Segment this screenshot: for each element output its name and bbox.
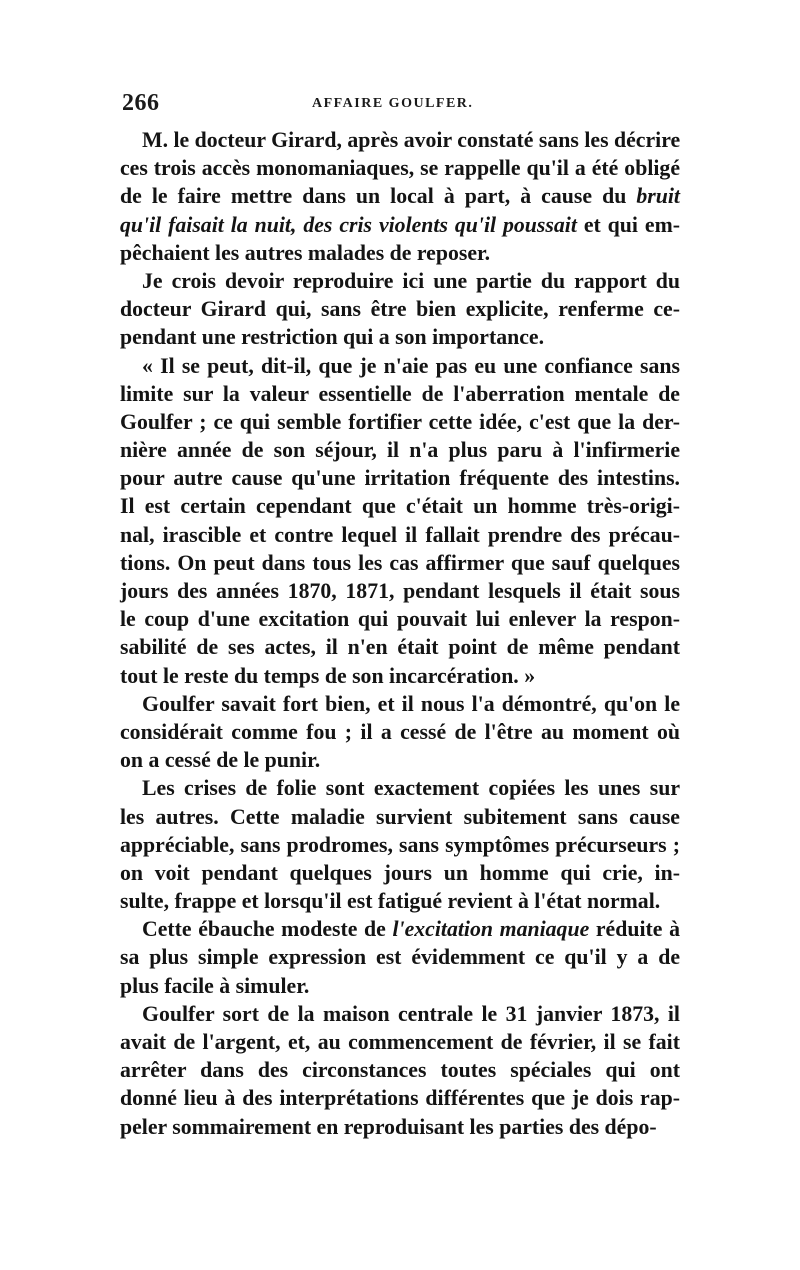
text-line xyxy=(120,577,680,605)
text-segment: « Il se peut, dit-il, que je n'aie pas eu une confiance sans xyxy=(142,353,680,378)
text-segment: considérait comme fou ; il a cessé de l'être au moment où xyxy=(120,719,680,744)
paragraph xyxy=(120,774,680,915)
text-segment: et qui em- xyxy=(576,212,681,237)
text-line xyxy=(120,154,680,182)
text-line xyxy=(120,972,680,1000)
text-segment: sa plus simple expression est évidemment ce qu'il y a de xyxy=(120,945,680,970)
text-line xyxy=(120,182,680,210)
text-segment: on a cessé de le punir. xyxy=(120,748,321,773)
text-segment: limite sur la valeur essentielle de l'aberration mentale de xyxy=(120,381,680,406)
text-segment: sabilité de ses actes, il n'en était point de même pendant xyxy=(120,635,680,660)
text-segment: Je crois devoir reproduire ici une partie du rapport du xyxy=(142,268,680,293)
text-segment: avait de l'argent, et, au commencement de février, il se fait xyxy=(120,1030,680,1054)
text-segment: arrêter dans des circonstances toutes spéciales qui ont xyxy=(120,1058,680,1083)
italic-text: qu'il faisait la nuit, des cris violents qu'il poussait xyxy=(120,212,577,237)
text-line xyxy=(120,831,680,859)
text-line xyxy=(120,605,680,633)
text-segment: réduite à xyxy=(589,917,680,942)
text-segment: le coup d'une excitation qui pouvait lui enlever la respon- xyxy=(120,607,680,632)
body-text xyxy=(120,126,680,1141)
text-line xyxy=(120,464,680,492)
text-line xyxy=(120,1113,680,1141)
text-line xyxy=(120,690,680,718)
italic-text: bruit xyxy=(636,184,680,209)
text-segment: pêchaient les autres malades de reposer. xyxy=(120,240,491,265)
text-line xyxy=(120,774,680,802)
text-line xyxy=(120,1084,680,1112)
text-segment: Cette ébauche modeste de xyxy=(142,917,393,942)
paragraph xyxy=(120,352,680,690)
text-line xyxy=(120,408,680,436)
text-line xyxy=(120,859,680,887)
text-line xyxy=(120,549,680,577)
text-segment: les autres. Cette maladie survient subitement sans cause xyxy=(120,804,680,829)
text-line xyxy=(120,718,680,746)
text-segment: ces trois accès monomaniaques, se rappelle qu'il a été obligé xyxy=(120,156,680,181)
text-segment: de le faire mettre dans un local à part, à cause du xyxy=(120,184,637,209)
text-line xyxy=(120,436,680,464)
text-segment: plus facile à simuler. xyxy=(120,973,310,998)
text-segment: pour autre cause qu'une irritation fréquente des intestins. xyxy=(120,466,680,491)
text-line xyxy=(120,633,680,661)
text-segment: Goulfer sort de la maison centrale le 31 janvier 1873, il xyxy=(142,1001,680,1026)
text-segment: appréciable, sans prodromes, sans symptômes précurseurs ; xyxy=(120,832,680,857)
text-segment: Il est certain cependant que c'était un homme très-origi- xyxy=(120,494,680,519)
text-segment: M. le docteur Girard, après avoir constaté sans les décrire xyxy=(142,128,681,152)
text-segment: tout le reste du temps de son incarcération. » xyxy=(120,663,536,688)
text-segment: jours des années 1870, 1871, pendant lesquels il était sous xyxy=(120,579,680,603)
text-segment: sulte, frappe et lorsqu'il est fatigué revient à l'état normal. xyxy=(120,889,661,914)
text-line xyxy=(120,1028,680,1056)
text-segment: Goulfer ; ce qui semble fortifier cette idée, c'est que la der- xyxy=(120,409,680,434)
paragraph xyxy=(120,267,680,352)
text-line xyxy=(120,1000,680,1028)
text-line xyxy=(120,887,680,915)
text-line xyxy=(120,211,680,239)
text-line xyxy=(120,746,680,774)
text-segment: pendant une restriction qui a son importance. xyxy=(120,325,545,350)
running-title: AFFAIRE GOULFER. xyxy=(312,96,474,111)
text-segment: docteur Girard qui, sans être bien explicite, renferme ce- xyxy=(120,297,680,322)
text-line xyxy=(120,943,680,971)
text-line xyxy=(120,521,680,549)
text-line xyxy=(120,915,680,943)
page-number: 266 xyxy=(122,90,160,116)
text-line xyxy=(120,380,680,408)
text-segment: on voit pendant quelques jours un homme qui crie, in- xyxy=(120,860,680,885)
paragraph xyxy=(120,1000,680,1141)
paragraph xyxy=(120,915,680,1000)
text-line xyxy=(120,492,680,520)
text-line xyxy=(120,1056,680,1084)
italic-text: l'excitation maniaque xyxy=(392,917,590,942)
text-line xyxy=(120,267,680,295)
text-segment: Les crises de folie sont exactement copiées les unes sur xyxy=(142,776,680,801)
text-line xyxy=(120,295,680,323)
text-segment: Goulfer savait fort bien, et il nous l'a démontré, qu'on le xyxy=(142,691,680,716)
text-line xyxy=(120,126,680,154)
text-line xyxy=(120,803,680,831)
running-head xyxy=(122,90,678,120)
text-segment: nière année de son séjour, il n'a plus paru à l'infirmerie xyxy=(120,438,680,463)
text-line xyxy=(120,323,680,351)
text-segment: nal, irascible et contre lequel il fallait prendre des précau- xyxy=(120,522,680,547)
paragraph xyxy=(120,126,680,267)
paragraph xyxy=(120,690,680,775)
text-line xyxy=(120,352,680,380)
text-line xyxy=(120,662,680,690)
text-segment: tions. On peut dans tous les cas affirmer que sauf quelques xyxy=(120,550,680,575)
text-segment: peler sommairement en reproduisant les parties des dépo- xyxy=(120,1114,657,1139)
text-segment: donné lieu à des interprétations différentes que je dois rap- xyxy=(120,1086,680,1111)
text-line xyxy=(120,239,680,267)
